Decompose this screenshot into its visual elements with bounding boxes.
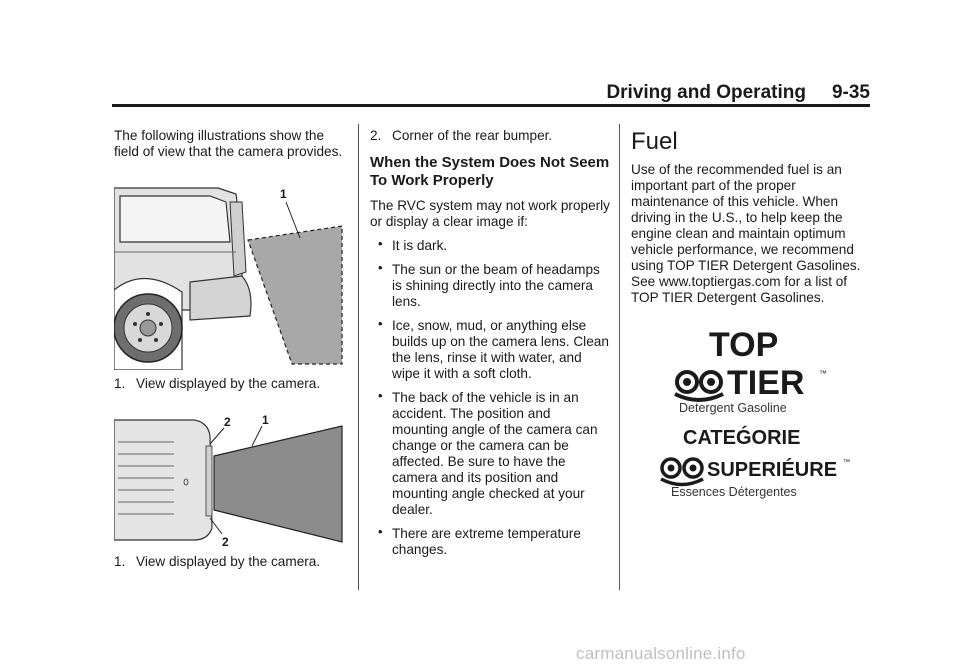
column-divider-right — [619, 124, 620, 590]
bullet-icon: • — [378, 524, 383, 539]
rear-view-illustration — [114, 180, 344, 370]
column-middle — [370, 128, 610, 566]
top-view-illustration — [114, 412, 344, 548]
page-header — [112, 82, 870, 104]
fig1-caption-text: View displayed by the camera. — [136, 376, 321, 391]
svg-text:TIER: TIER — [727, 364, 805, 402]
numbered-item-2 — [370, 128, 610, 144]
swirl-icon — [661, 459, 703, 485]
watermark: carmanualsonline.info — [576, 644, 746, 663]
categorie-superieure-logo — [631, 422, 871, 502]
svg-text:SUPERIÉURE: SUPERIÉURE — [707, 459, 838, 481]
fig2-caption-number: 1. — [114, 554, 126, 569]
svg-text:Essences Détergentes: Essences Détergentes — [671, 485, 797, 499]
list-item: • Ice, snow, mud, or anything else builds up on the camera lens. Clean the lens, rinse it with water, and wipe it with a soft cloth. — [378, 316, 609, 381]
column-divider-left — [358, 124, 359, 590]
svg-text:™: ™ — [819, 369, 827, 378]
svg-text:Detergent Gasoline: Detergent Gasoline — [679, 401, 787, 415]
header-rule — [112, 104, 870, 107]
page-number: 9-35 — [831, 82, 870, 103]
section-title: Driving and Operating — [606, 82, 806, 103]
troubleshooting-intro: The RVC system may not work properly or display a clear image if: — [370, 198, 610, 229]
fuel-heading: Fuel — [631, 128, 678, 155]
troubleshooting-heading: When the System Does Not Seem To Work Properly — [370, 154, 610, 189]
fig2-callout-2-bottom: 2 — [222, 535, 229, 548]
bullet-icon: • — [378, 260, 383, 275]
column-right — [631, 128, 871, 502]
list-item: • The back of the vehicle is in an accident. The position and mounting angle of the camera can change or the camera can be affected. Be sure to have the camera and its position and mounting angle checked at your dealer. — [378, 388, 598, 517]
top-tier-logo — [631, 326, 871, 416]
fig2-callout-1: 1 — [262, 413, 269, 427]
fig1-caption-number: 1. — [114, 376, 126, 391]
swirl-icon — [675, 372, 723, 400]
svg-text:CATEǴORIE: CATEǴORIE — [683, 427, 801, 449]
fig2-caption — [114, 554, 344, 570]
fig2-caption-text: View displayed by the camera. — [136, 554, 321, 569]
numbered-item-2-text: Corner of the rear bumper. — [392, 128, 553, 143]
fuel-paragraph: Use of the recommended fuel is an important part of the proper maintenance of this vehicle. When driving in the U.S., to help keep the engine clean and maintain optimum vehicle performance, we recommend using TOP TIER Detergent Gasolines. See www.toptiergas.com for a list of TOP TIER Detergent Gasolines. — [631, 162, 861, 305]
column-left — [114, 128, 344, 570]
svg-text:™: ™ — [843, 459, 850, 466]
bullet-icon: • — [378, 316, 383, 331]
fig1-caption — [114, 376, 344, 392]
intro-paragraph: The following illustrations show the field of view that the camera provides. — [114, 128, 343, 159]
fig1-callout: 1 — [280, 187, 287, 201]
list-item: • There are extreme temperature changes. — [378, 524, 581, 557]
svg-text:TOP: TOP — [709, 326, 779, 364]
list-item: • The sun or the beam of headamps is shining directly into the camera lens. — [378, 260, 600, 309]
numbered-item-2-number: 2. — [370, 128, 382, 143]
bullet-icon: • — [378, 236, 383, 251]
list-item: • It is dark. — [378, 236, 448, 253]
fig2-callout-2-top: 2 — [224, 415, 231, 429]
troubleshooting-list — [370, 238, 610, 558]
bullet-icon: • — [378, 388, 383, 403]
